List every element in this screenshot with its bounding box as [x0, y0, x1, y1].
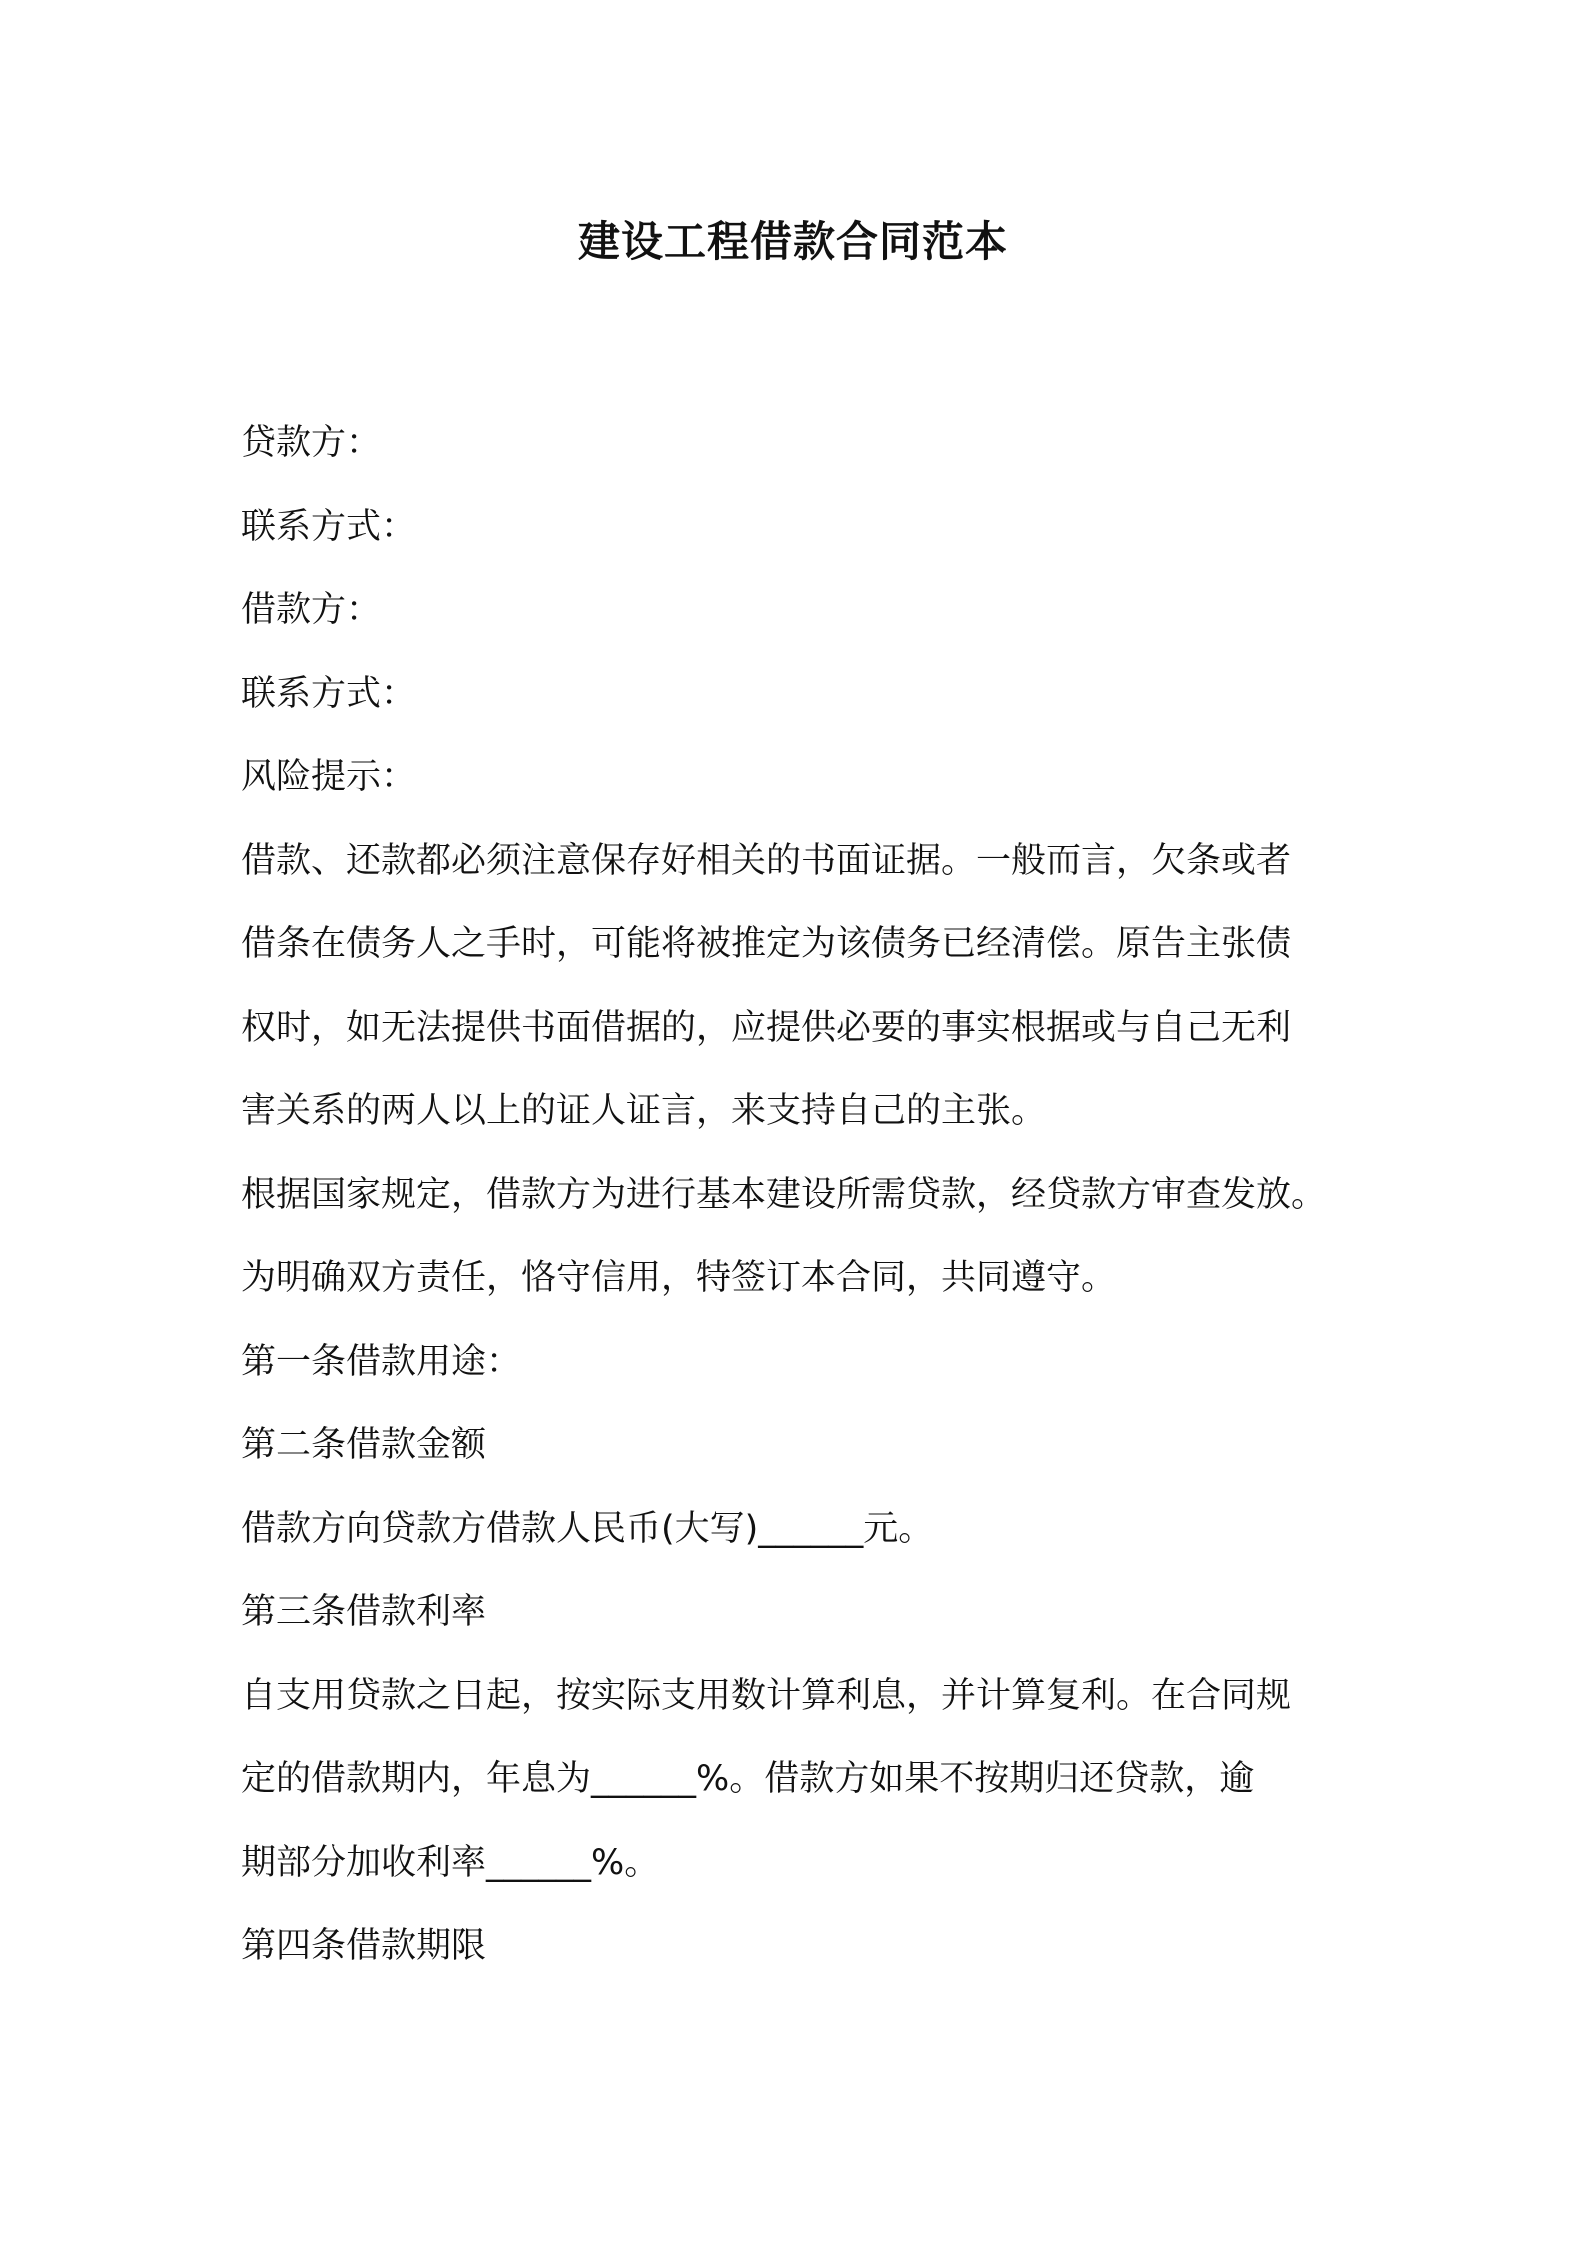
preamble-line: 为明确双方责任，恪守信用，特签订本合同，共同遵守。 [241, 1258, 1117, 1298]
document-title: 建设工程借款合同范本 [577, 217, 1008, 266]
article-3-heading: 第三条借款利率 [241, 1592, 487, 1632]
article-4-heading: 第四条借款期限 [241, 1926, 487, 1966]
article-2-heading: 第二条借款金额 [241, 1425, 487, 1465]
article-1-heading: 第一条借款用途： [241, 1341, 522, 1382]
lender-contact-field: 联系方式： [241, 506, 417, 547]
article-3-text: 定的借款期内，年息为______%。借款方如果不按期归还贷款，逾 [241, 1759, 1255, 1799]
document-body [241, 402, 1361, 1989]
borrower-contact-field: 联系方式： [241, 673, 417, 714]
risk-notice-line: 借款、还款都必须注意保存好相关的书面证据。一般而言，欠条或者 [241, 840, 1292, 881]
risk-notice-line: 权时，如无法提供书面借据的，应提供必要的事实根据或与自己无利 [241, 1007, 1292, 1048]
borrower-field: 借款方： [241, 590, 382, 630]
lender-field: 贷款方： [241, 423, 382, 463]
risk-notice-heading: 风险提示： [241, 757, 417, 797]
risk-notice-line: 害关系的两人以上的证人证言，来支持自己的主张。 [241, 1091, 1047, 1131]
article-3-text: 自支用贷款之日起，按实际支用数计算利息，并计算复利。在合同规 [241, 1675, 1292, 1716]
article-2-text: 借款方向贷款方借款人民币(大写)______元。 [241, 1508, 934, 1549]
article-3-text: 期部分加收利率______%。 [241, 1842, 660, 1883]
risk-notice-line: 借条在债务人之手时，可能将被推定为该债务已经清偿。原告主张债 [241, 924, 1292, 964]
preamble-line: 根据国家规定，借款方为进行基本建设所需贷款，经贷款方审查发放。 [241, 1174, 1327, 1215]
